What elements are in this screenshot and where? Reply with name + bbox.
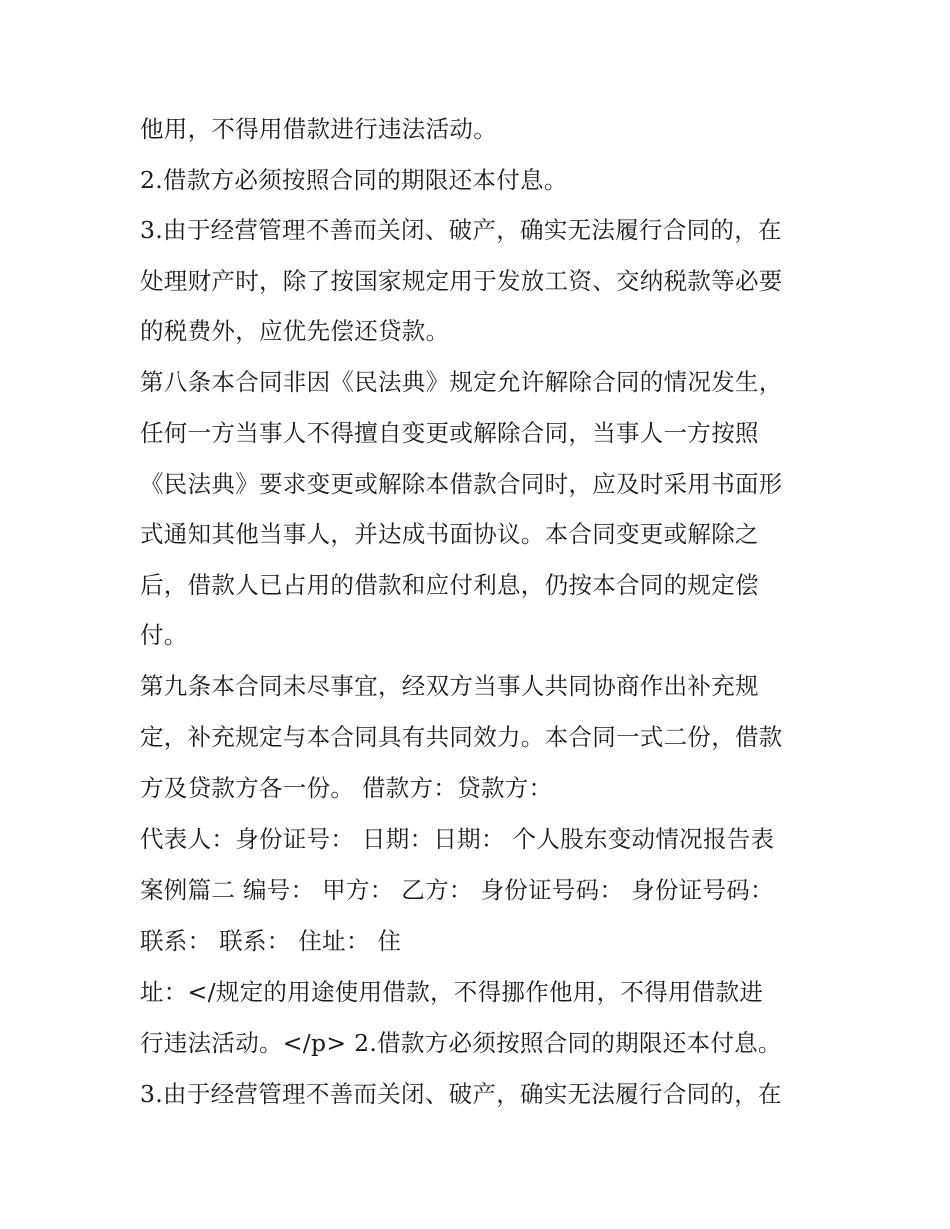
text-line: 联系： 联系： 住址： 住 bbox=[140, 927, 402, 955]
text-line: 第九条本合同未尽事宜，经双方当事人共同协商作出补充规 bbox=[140, 672, 759, 700]
text-line: 3.由于经营管理不善而关闭、破产，确实无法履行合同的，在 bbox=[140, 1080, 782, 1108]
text-line: 《民法典》要求变更或解除本借款合同时，应及时采用书面形 bbox=[140, 470, 783, 498]
text-line: 址：</规定的用途使用借款，不得挪作他用，不得用借款进 bbox=[140, 978, 764, 1006]
text-line: 他用，不得用借款进行违法活动。 bbox=[140, 115, 497, 143]
text-line: 方及贷款方各一份。 借款方：贷款方： bbox=[140, 774, 553, 802]
text-line: 付。 bbox=[140, 621, 188, 649]
text-line: 定，补充规定与本合同具有共同效力。本合同一式二份，借款 bbox=[140, 723, 783, 751]
text-line: 行违法活动。</p> 2.借款方必须按照合同的期限还本付息。 bbox=[140, 1029, 782, 1057]
text-line: 2.借款方必须按照合同的期限还本付息。 bbox=[140, 166, 568, 194]
text-line: 处理财产时，除了按国家规定用于发放工资、交纳税款等必要 bbox=[140, 267, 783, 295]
text-line: 任何一方当事人不得擅自变更或解除合同，当事人一方按照 bbox=[140, 419, 759, 447]
text-line: 案例篇二 编号： 甲方： 乙方： 身份证号码： 身份证号码： bbox=[140, 876, 774, 904]
text-line: 第八条本合同非因《民法典》规定允许解除合同的情况发生， bbox=[140, 368, 783, 396]
text-line: 的税费外，应优先偿还贷款。 bbox=[140, 317, 450, 345]
text-line: 后，借款人已占用的借款和应付利息，仍按本合同的规定偿 bbox=[140, 571, 759, 599]
text-line: 式通知其他当事人，并达成书面协议。本合同变更或解除之 bbox=[140, 520, 759, 548]
text-line: 3.由于经营管理不善而关闭、破产，确实无法履行合同的，在 bbox=[140, 216, 782, 244]
text-line: 代表人：身份证号： 日期：日期： 个人股东变动情况报告表 bbox=[140, 825, 775, 853]
